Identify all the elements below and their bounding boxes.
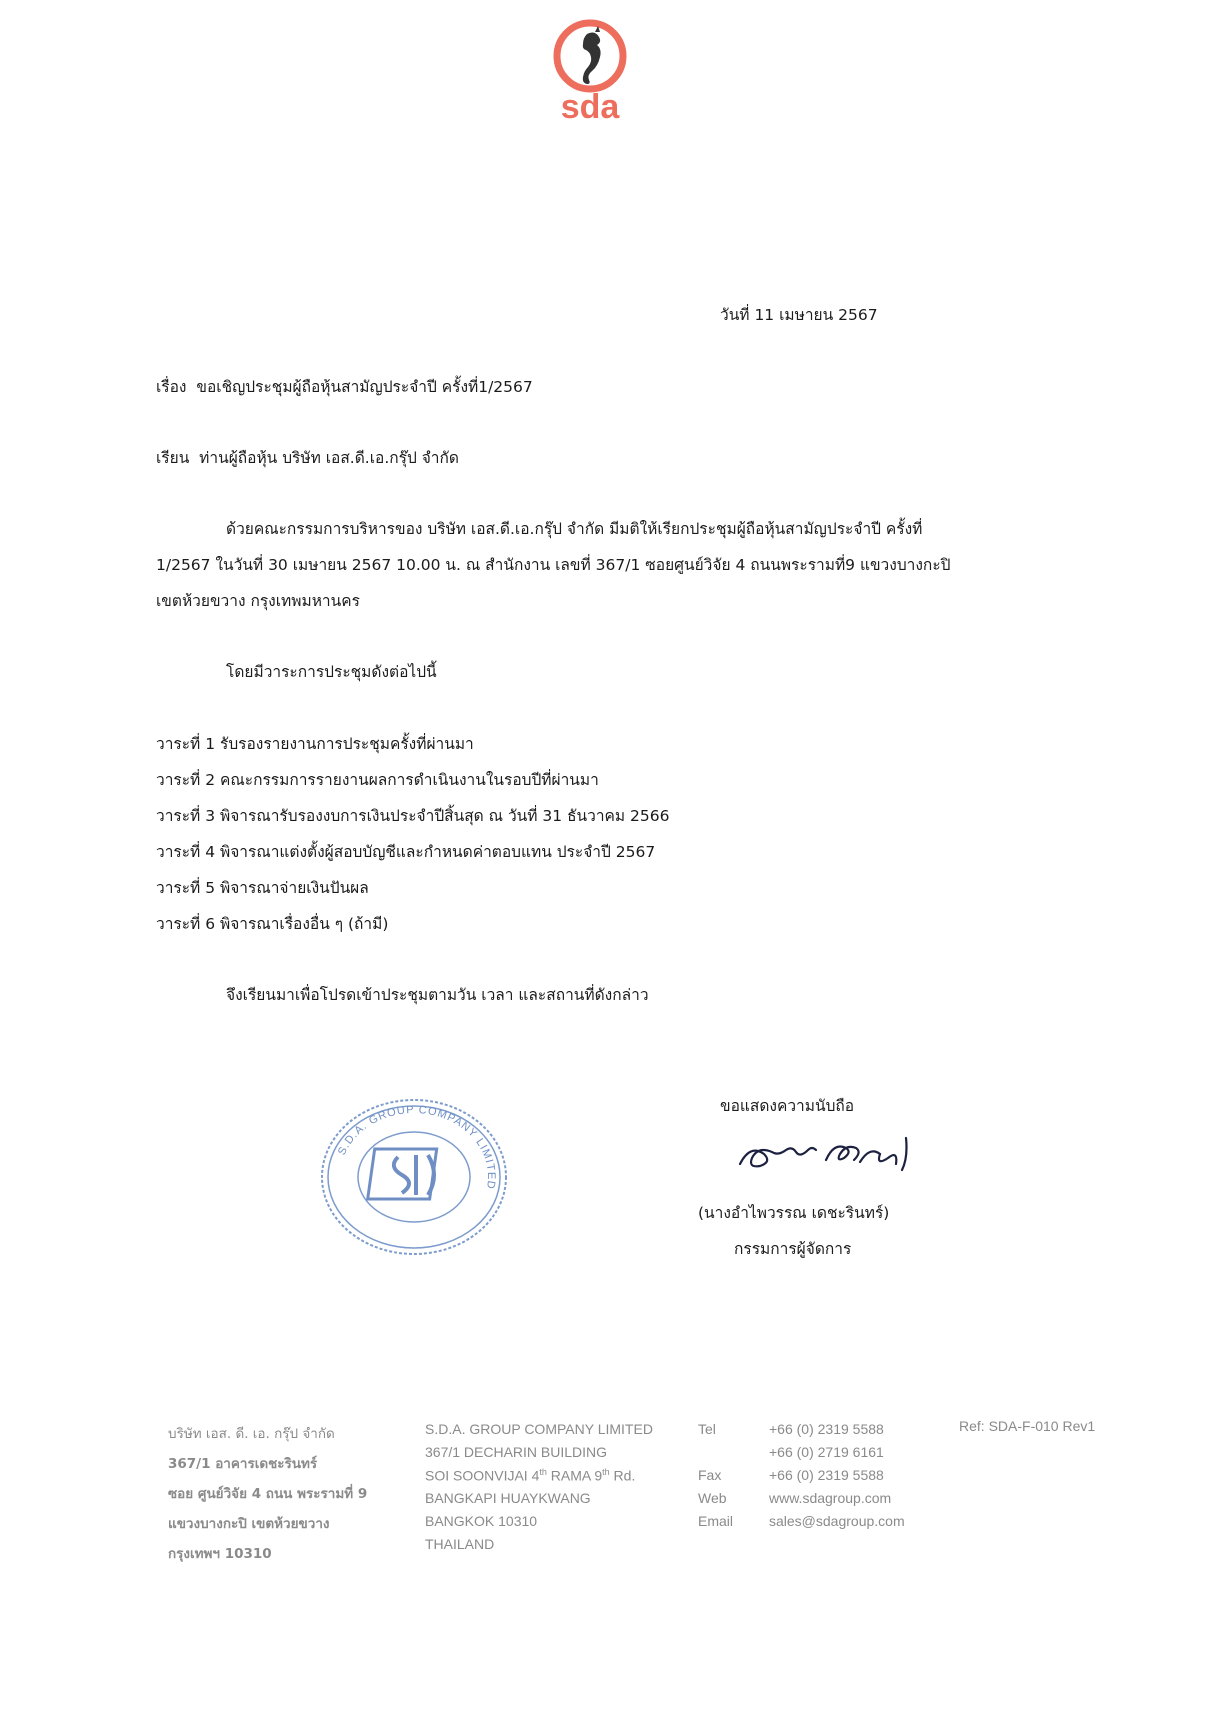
agenda-item: วาระที่ 5 พิจารณาจ่ายเงินปันผล (156, 879, 369, 897)
subject-text: ขอเชิญประชุมผู้ถือหุ้นสามัญประจำปี ครั้งที่1/2567 (196, 378, 533, 396)
footer-thai-line: 367/1 อาคารเดชะรินทร์ (168, 1456, 318, 1472)
footer-web-link[interactable]: www.sdagroup.com (769, 1490, 892, 1506)
footer-label-fax: Fax (698, 1467, 722, 1483)
closing-line: จึงเรียนมาเพื่อโปรดเข้าประชุมตามวัน เวลา และสถานที่ดังกล่าว (226, 986, 649, 1004)
footer-fax: +66 (0) 2319 5588 (769, 1467, 884, 1483)
footer-thai-line: ซอย ศูนย์วิจัย 4 ถนน พระรามที่ 9 (168, 1486, 368, 1502)
recipient-line (156, 445, 459, 470)
footer-thai-line: บริษัท เอส. ดี. เอ. กรุ๊ป จำกัด (168, 1426, 335, 1442)
footer-street-part: RAMA 9 (546, 1467, 603, 1484)
regards-text: ขอแสดงความนับถือ (720, 1097, 855, 1115)
agenda-intro: โดยมีวาระการประชุมดังต่อไปนี้ (226, 663, 437, 681)
agenda-item: วาระที่ 3 พิจารณารับรองงบการเงินประจำปีสิ้นสุด ณ วันที่ 31 ธันวาคม 2566 (156, 807, 670, 825)
stamp-text: S.D.A. GROUP COMPANY LIMITED (335, 1103, 498, 1191)
footer-label-email: Email (698, 1513, 734, 1529)
company-logo (545, 14, 635, 134)
company-stamp-icon (318, 1097, 510, 1257)
footer-english-company: S.D.A. GROUP COMPANY LIMITED (425, 1421, 653, 1437)
agenda-item: วาระที่ 1 รับรองรายงานการประชุมครั้งที่ผ่านมา (156, 735, 474, 753)
footer-thai-line: แขวงบางกะปิ เขตห้วยขวาง (168, 1516, 330, 1532)
signature-icon (730, 1124, 960, 1184)
subject-label: เรื่อง (156, 378, 187, 396)
signatory-name: (นางอำไพวรรณ เดชะรินทร์) (698, 1204, 890, 1222)
footer-label-tel: Tel (698, 1421, 716, 1437)
footer-tel-2: +66 (0) 2719 6161 (769, 1444, 884, 1460)
footer-english-city: BANGKOK 10310 (425, 1513, 538, 1529)
footer-street-part: SOI SOONVIJAI 4 (425, 1467, 540, 1484)
recipient-text: ท่านผู้ถือหุ้น บริษัท เอส.ดี.เอ.กรุ๊ป จำกัด (199, 449, 459, 467)
footer-english-district: BANGKAPI HUAYKWANG (425, 1490, 591, 1506)
letter-date: วันที่ 11 เมษายน 2567 (720, 306, 878, 324)
agenda-item: วาระที่ 4 พิจารณาแต่งตั้งผู้สอบบัญชีและกำหนดค่าตอบแทน ประจำปี 2567 (156, 843, 656, 861)
intro-line-3: เขตห้วยขวาง กรุงเทพมหานคร (156, 592, 360, 610)
footer-english-street (425, 1467, 635, 1484)
footer-thai-line: กรุงเทพฯ 10310 (168, 1546, 272, 1562)
signatory-title: กรรมการผู้จัดการ (734, 1240, 852, 1258)
footer-english-building: 367/1 DECHARIN BUILDING (425, 1444, 608, 1460)
agenda-item: วาระที่ 6 พิจารณาเรื่องอื่น ๆ (ถ้ามี) (156, 915, 389, 933)
intro-line-1: ด้วยคณะกรรมการบริหารของ บริษัท เอส.ดี.เอ.กรุ๊ป จำกัด มีมติให้เรียกประชุมผู้ถือหุ้นสามัญประจำปี ครั้งที่ (226, 520, 923, 538)
recipient-label: เรียน (156, 449, 190, 467)
footer-english-country: THAILAND (425, 1536, 495, 1552)
form-reference: Ref: SDA-F-010 Rev1 (959, 1418, 1096, 1434)
footer-email-link[interactable]: sales@sdagroup.com (769, 1513, 905, 1529)
subject-line (156, 374, 533, 399)
intro-line-2: 1/2567 ในวันที่ 30 เมษายน 2567 10.00 น. ณ สำนักงาน เลขที่ 367/1 ซอยศูนย์วิจัย 4 ถนนพระรามที่9 แขวงบางกะปิ (156, 556, 951, 574)
agenda-item: วาระที่ 2 คณะกรรมการรายงานผลการดำเนินงานในรอบปีที่ผ่านมา (156, 771, 599, 789)
footer-street-part: Rd. (609, 1467, 636, 1484)
footer-label-web: Web (698, 1490, 727, 1506)
footer-tel-1: +66 (0) 2319 5588 (769, 1421, 884, 1437)
footer-street-sup: th (539, 1467, 547, 1477)
seahorse-logo-icon (545, 14, 635, 96)
logo-wordmark: sda (560, 88, 620, 126)
footer-street-sup: th (602, 1467, 610, 1477)
